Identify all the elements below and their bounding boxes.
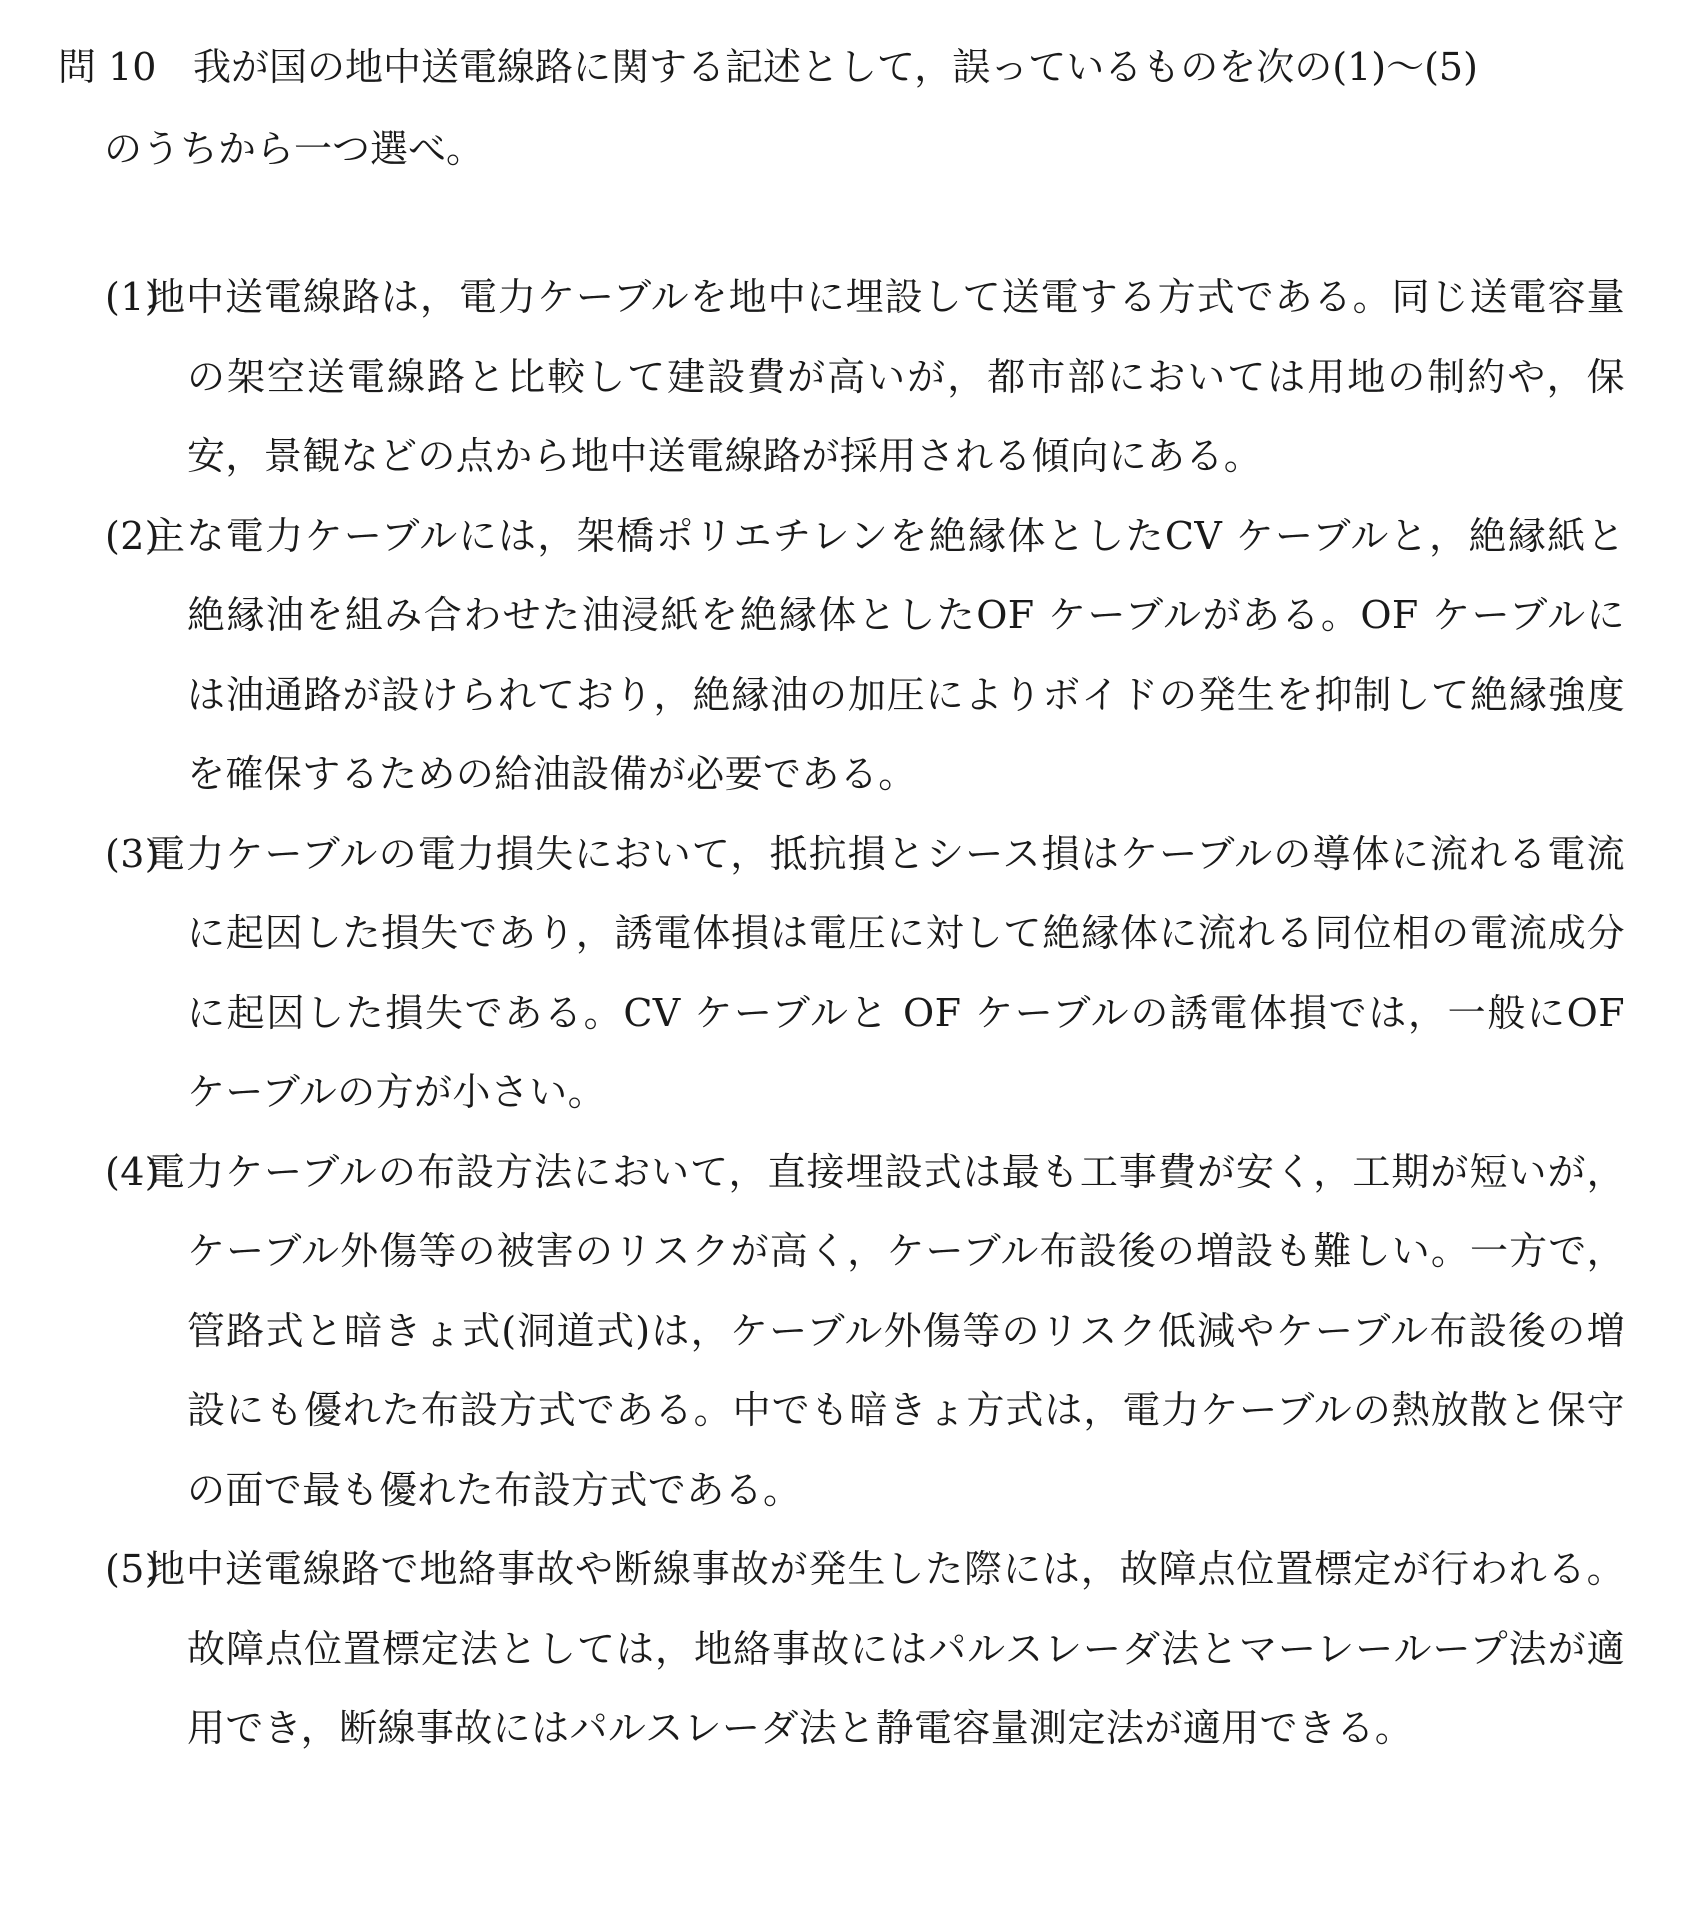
choice-text: 地中送電線路は，電力ケーブルを地中に埋設して送電する方式である。同じ送電容量の架空送電線路と比較して建設費が高いが，都市部においては用地の制約や，保安，景観などの点から地中送電線路が採用される傾向にある。 [147,275,1625,478]
choice-3 [105,815,1625,1133]
choice-text: 地中送電線路で地絡事故や断線事故が発生した際には，故障点位置標定が行われる。故障点位置標定法としては，地絡事故にはパルスレーダ法とマーレーループ法が適用でき，断線事故にはパルスレーダ法と静電容量測定法が適用できる。 [147,1547,1625,1750]
choice-5 [105,1530,1625,1769]
question-stem [58,26,1628,190]
choice-number: (5) [105,1547,161,1591]
choice-2 [105,497,1625,815]
choice-text: 電力ケーブルの布設方法において，直接埋設式は最も工事費が安く，工期が短いが，ケーブル外傷等の被害のリスクが高く，ケーブル布設後の増設も難しい。一方で，管路式と暗きょ式(洞道式)は，ケーブル外傷等のリスク低減やケーブル布設後の増設にも優れた布設方式である。中でも暗きょ方式は，電力ケーブルの熱放散と保守の面で最も優れた布設方式である。 [147,1149,1625,1512]
choice-text: 主な電力ケーブルには，架橋ポリエチレンを絶縁体としたCV ケーブルと，絶縁紙と絶縁油を組み合わせた油浸紙を絶縁体としたOF ケーブルがある。OF ケーブルには油通路が設けられており，絶縁油の加圧によりボイドの発生を抑制して絶縁強度を確保するための給油設備が必要である。 [147,513,1625,796]
question-text-line-2: のうちから一つ選べ。 [104,127,485,171]
choice-1 [105,258,1625,497]
choice-number: (3) [105,831,161,876]
question-text-line-1: 我が国の地中送電線路に関する記述として，誤っているものを次の(1)～(5) [193,45,1478,89]
choice-text: 電力ケーブルの電力損失において，抵抗損とシース損はケーブルの導体に流れる電流に起因した損失であり，誘電体損は電圧に対して絶縁体に流れる同位相の電流成分に起因した損失である。CV ケーブルと OF ケーブルの誘電体損では，一般にOF ケーブルの方が小さい。 [147,831,1625,1114]
choice-number: (2) [105,513,161,558]
question-line-1 [58,26,1628,108]
choice-number: (1) [105,275,161,319]
choice-4 [105,1133,1625,1531]
choice-number: (4) [105,1149,161,1194]
question-number: 問 10 [58,45,157,89]
answer-choices [105,258,1625,1769]
